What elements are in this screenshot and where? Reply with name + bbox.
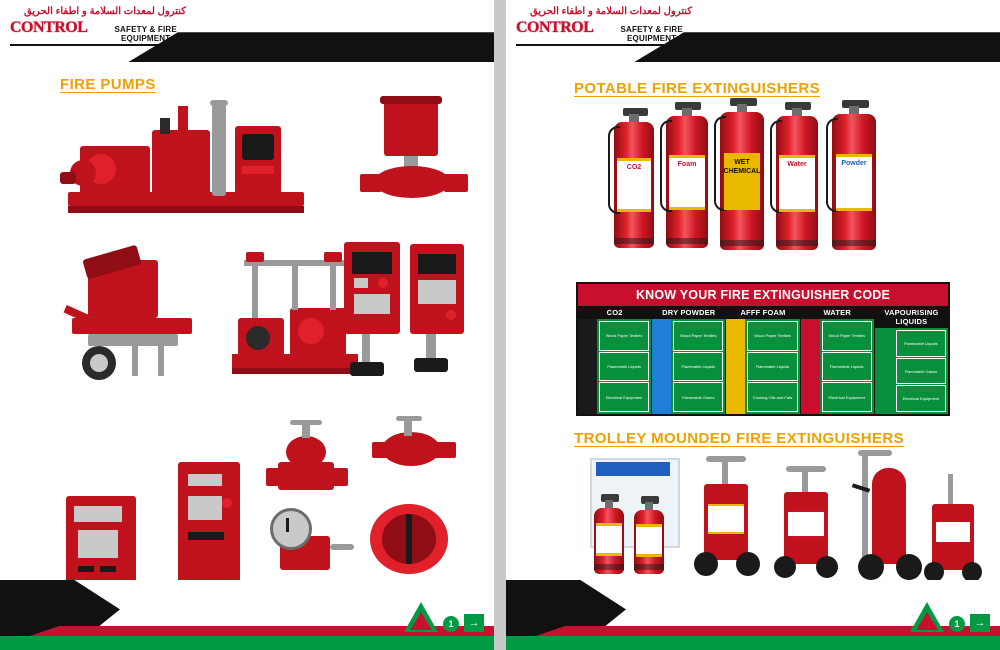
code-note-0-1: Flammable Liquids <box>607 364 641 369</box>
extinguisher-co2 <box>614 108 654 248</box>
code-chart-column-co2 <box>578 306 652 414</box>
page-footer-left <box>0 580 494 650</box>
code-chart-header-2: AFFF FOAM <box>726 306 799 319</box>
product-wheeled-large-capacity <box>924 474 984 590</box>
triangle-logo-icon-right <box>910 602 944 632</box>
section-title-potable-extinguishers: POTABLE FIRE EXTINGUISHERS <box>574 80 820 97</box>
footer-badges-right <box>910 602 990 632</box>
code-note-2-4: Cooking Oils and Fats <box>752 394 793 400</box>
code-strip-4 <box>875 328 894 414</box>
code-chart-title-bar <box>578 284 948 306</box>
section-title-trolley-extinguishers: TROLLEY MOUNDED FIRE EXTINGUISHERS <box>574 430 905 447</box>
code-strip-1 <box>652 319 671 414</box>
product-wheeled-dry-powder <box>692 456 762 588</box>
code-note-1-1: Flammable Liquids <box>681 364 716 369</box>
brand-name: CONTROL <box>10 19 88 36</box>
brand-arabic-name: كنترول لمعدات السلامة و اطفاء الحريق <box>23 6 187 17</box>
footer-badges-left <box>404 602 484 632</box>
code-chart-header-4: VAPOURISING LIQUIDS <box>875 306 948 328</box>
product-split-case-pump <box>60 100 310 230</box>
product-fire-pump-set <box>232 246 362 386</box>
section-title-fire-pumps: FIRE PUMPS <box>60 76 156 93</box>
page-header-right <box>506 0 1000 62</box>
code-chart-header-0: CO2 <box>578 306 651 319</box>
code-chart-column-afff-foam <box>726 306 800 414</box>
product-trailer-mounted-pump <box>64 250 204 390</box>
extinguisher-label-0: CO2 <box>626 164 642 172</box>
code-note-4-3: Electrical Equipment <box>902 396 940 402</box>
code-chart-column-dry-powder <box>652 306 726 414</box>
page-header-left <box>0 0 494 62</box>
code-note-0-3: Electrical Equipment <box>605 394 643 400</box>
product-wheeled-co2-trolley <box>852 450 924 590</box>
extinguisher-label-2: WET CHEMICAL <box>723 158 761 175</box>
code-note-4-1: Flammable Liquids <box>904 340 938 346</box>
extinguisher-label-4: Powder <box>841 160 867 167</box>
extinguisher-powder <box>832 100 876 250</box>
product-pressure-gauge-assembly <box>264 508 356 580</box>
page-number-badge-right: 1 <box>949 616 965 632</box>
product-jockey-pump-controller <box>410 244 464 380</box>
code-note-2-0: Wood Paper Textiles <box>754 333 791 339</box>
code-note-2-1: Flammable Liquids <box>755 364 790 369</box>
code-strip-3 <box>801 319 820 414</box>
code-note-0-0: Wood Paper Textiles <box>605 333 643 339</box>
code-note-4-2: Flammable Gases <box>904 368 938 374</box>
code-note-3-0: Wood Paper Textiles <box>828 333 865 339</box>
footer-green-stripe <box>0 636 494 650</box>
triangle-logo-icon <box>404 602 438 632</box>
code-note-1-2: Flammable Gases <box>682 394 715 400</box>
brand-rule <box>10 44 200 46</box>
code-strip-0 <box>578 319 597 414</box>
extinguisher-label-1: Foam <box>677 160 697 168</box>
code-chart-column-water <box>801 306 875 414</box>
code-chart-header-3: WATER <box>801 306 874 319</box>
left-page <box>0 0 494 650</box>
product-pressure-relief-valve <box>262 420 352 510</box>
code-chart-title: KNOW YOUR FIRE EXTINGUISHER CODE <box>635 288 891 302</box>
fire-extinguisher-code-chart <box>576 282 950 416</box>
brand-logo-left <box>10 6 200 46</box>
page-footer-right <box>506 580 1000 650</box>
brand-tagline: SAFETY & FIRE EQUIPMENT <box>114 25 177 43</box>
right-page <box>506 0 1000 650</box>
code-chart-column-vapourising-liquids <box>875 306 948 414</box>
brand-tagline-right: SAFETY & FIRE EQUIPMENT <box>620 25 683 43</box>
code-note-1-0: Wood Paper Textiles <box>680 333 717 339</box>
brand-arabic-name-right: كنترول لمعدات السلامة و اطفاء الحريق <box>529 6 693 17</box>
code-note-3-3: Electrical Equipment <box>828 394 865 400</box>
product-deluge-valve <box>372 416 458 486</box>
code-strip-2 <box>726 319 745 414</box>
product-vertical-inline-pump <box>360 96 470 206</box>
code-note-3-1: Flammable Liquids <box>829 364 864 369</box>
code-chart-header-1: DRY POWDER <box>652 306 725 319</box>
extinguisher-label-3: Water <box>787 161 807 169</box>
extinguisher-foam <box>666 102 708 248</box>
exit-arrow-icon-right: → <box>970 614 990 632</box>
brand-rule-right <box>516 44 706 46</box>
product-control-panel-small <box>178 462 240 586</box>
page-number-badge: 1 <box>443 616 459 632</box>
product-trolley-pair <box>590 458 680 588</box>
product-fire-pump-controller <box>344 242 400 382</box>
brand-name-right: CONTROL <box>516 19 594 36</box>
product-butterfly-valve <box>368 500 452 576</box>
footer-green-stripe-right <box>506 636 1000 650</box>
exit-arrow-icon: → <box>464 614 484 632</box>
product-wheeled-foam <box>774 466 840 590</box>
brand-logo-right <box>516 6 706 46</box>
extinguisher-water <box>776 102 818 250</box>
extinguisher-wet-chemical <box>720 98 764 250</box>
